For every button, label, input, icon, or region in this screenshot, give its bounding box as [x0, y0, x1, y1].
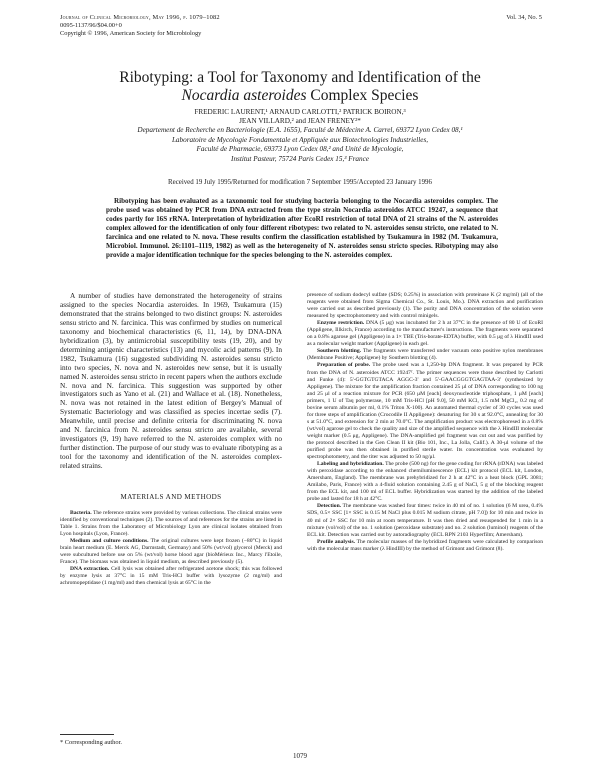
- section-heading: MATERIALS AND METHODS: [120, 493, 222, 502]
- paragraph-text: DNA (5 μg) was incubated for 2 h at 37°C in the presence of 80 U of EcoRI (Appligene, Illkirch, France) according to the manufacturer's instructions. The fragments were separated on a 0.8% agarose gel (Appligene) in a 1× TBE (Tris-borate-EDTA) buffer, with 0.5 μg of λ HindIII used as a molecular weight marker (Appligene) in each gel.: [307, 320, 543, 348]
- affiliation-line: Departement de Recherche en Bacteriologie (E.A. 1655), Faculté de Médecine A. Carrel, 69372 Lyon Cedex 08,¹: [137, 126, 463, 134]
- methods-paragraph: [307, 503, 543, 538]
- methods-paragraph: [307, 461, 543, 503]
- affiliation-line: Faculté de Pharmacie, 69373 Lyon Cedex 08,² and Unité de Mycologie,: [196, 145, 404, 154]
- left-column: [60, 292, 282, 588]
- issn-line: 0095-1137/96/$04.00+0: [60, 22, 122, 30]
- affiliations: [40, 126, 560, 164]
- methods-paragraph: [307, 348, 543, 362]
- page-number: 1079: [293, 752, 307, 760]
- paragraph-text: The fragments were transferred under vacuum onto positive nylon membranes (Membrane Positive; Appligene) by Southern blotting (4).: [307, 348, 543, 362]
- right-column: [307, 292, 543, 553]
- run-in-heading: Labeling and hybridization.: [317, 461, 384, 468]
- authors-line-1: FREDERIC LAURENT,¹ ARNAUD CARLOTTI,² PATRICK BOIRON,³: [194, 108, 406, 116]
- affiliation-line: Laboratoire de Mycologie Fondamentale et Appliquée aux Biotechnologies Industrielles,: [171, 135, 429, 144]
- paragraph-text: The probe (500 ng) for the gene coding for rRNA (rDNA) was labeled with peroxidase according to the enhanced chemiluminescence (ECL) kit protocol (ECL kit, London, Amersham, England). The membrane was prehybridized for 2 h at 42°C in a heat block (GPL 3081; Amilabo, Paris, France) with a 4-fluid solution containing 2.45 g of NaCl, 5 g of the blocking reagent from the ECL kit, and 100 ml of ECL buffer. Hybridization was started by the addition of the labeled probe and lasted for 18 h at 42°C.: [307, 461, 543, 503]
- methods-paragraph: [60, 538, 282, 566]
- methods-paragraph: [307, 320, 543, 348]
- title-line-2-rest: Complex Species: [306, 87, 419, 104]
- article-title: [40, 69, 560, 105]
- paragraph-text: The membrane was washed four times: twice in 40 ml of no. 1 solution (6 M urea, 0.4% SDS, 0.5× SSC [1× SSC is 0.15 M NaCl plus 0.015 M sodium citrate, pH 7.0]) for 10 min and twice in 40 ml of 2× SSC for 10 min at room temperature. It was then dried and resuspended for 1 min in a mixture (vol/vol) of the no. 1 solution (peroxidase substrate) and no. 2 solution (luminol) reagents of the ECL kit. Detection was carried out by autoradiography (ECL RPN 2103 Hyperfilm; Amersham).: [307, 503, 543, 538]
- run-in-heading: Bacteria.: [70, 510, 92, 517]
- authors-line-2: JEAN VILLARD,² and JEAN FRENEY²*: [239, 117, 361, 125]
- paragraph-text: presence of sodium dodecyl sulfate (SDS; 0.25%) in association with proteinase K (2 mg/ml) (all of the reagents were obtained from Sigma Chemical Co., St. Louis, Mo.). DNA extraction and purification were carried out as described previously (1). The purity and DNA concentration of the solution were measured by spectrophotometry and with control minigels.: [307, 292, 543, 320]
- methods-paragraph: [60, 566, 282, 587]
- paragraph-text: Cell lysis was obtained after refrigerated acetone shock; this was followed by enzyme lysis at 37°C in 15 mM Tris-HCl buffer with lysozyme (2 mg/ml) and achromopeptidase (1 mg/ml) and then chemical lysis at 65°C in the: [60, 566, 282, 587]
- author-list: [40, 108, 560, 126]
- affiliation-line: Institut Pasteur, 75724 Paris Cedex 15,³ France: [231, 154, 369, 163]
- paragraph-text: The probe used was a 1,250-bp DNA fragment. It was prepared by PCR from the DNA of N. asteroides ATCC 19247ᵀ. The primer sequences were those described by Carlotti and Funke (4): 5'-GGTGTGTACA AGGC-3' and 5'-GAACGGGTGAGTAA-3' (synthesized by Appligene). The mixture for the amplification fraction contained 25 μl of DNA corresponding to 100 ng and 25 μl of a reaction mixture for PCR (650 μM [each] deoxynucleotide triphosphate, 1 μM [each] primers, 1 U of Taq polymerase, 10 mM Tris-HCl [pH 9.0], 50 mM KCl, 1.5 mM MgCl₂, 0.2 mg of bovine serum albumin per ml, 0.1% Triton X-100). An automated thermal cycler of 30 cycles was used for three steps of amplification (Crocodile II Appligene): denaturing for 30 s at 92.0°C, annealing for 30 s at 51.0°C, and extension for 2 min at 70.0°C. The amplification product was electrophoresed in a 0.8% (wt/vol) agarose gel to check the quality and size of the amplified sequence with the λ HindIII molecular weight marker (0.5 μg, Appligene). The DNA-amplified gel fragment was cut out and was purified by the protocol described in the Gen Clean II kit (Bio 101, Inc., La Jolla, Calif.). A 30-μl volume of the purified probe was then obtained in purified sterile water. Its concentration was evaluated by spectrophotometry, and the titer was adjusted to 50 ng/μl.: [307, 362, 543, 461]
- footnote: [60, 734, 282, 746]
- abstract: Ribotyping has been evaluated as a taxonomic tool for studying bacteria belonging to the Nocardia asteroides complex. The probe used was obtained by PCR from DNA extracted from the type strain Nocardia asteroides ATCC 19247, a sequence that codes partly for 16S rRNA. Interpretation of hybridization after EcoRI restriction of total DNA of 21 strains of the N. asteroides complex allowed for the identification of only four different ribotypes: two related to N. asteroides sensu stricto, one related to N. farcinica and one related to N. nova. These results confirm the classification established by Tsukamura in 1982 (M. Tsukamura, Microbiol. Immunol. 26:1101–1119, 1982) as well as the heterogeneity of N. asteroides sensu stricto species. Ribotyping may also provide a major identification technique for the species belonging to the N. asteroides complex.: [106, 197, 498, 259]
- volume-issue: Vol. 34, No. 5: [506, 14, 542, 21]
- methods-paragraph: [307, 292, 543, 320]
- title-species: Nocardia asteroides: [181, 87, 307, 104]
- run-in-heading: Preparation of probe.: [317, 362, 371, 369]
- run-in-heading: Enzyme restriction.: [317, 320, 365, 327]
- paragraph-text: The reference strains were provided by various collections. The clinical strains were identified by conventional techniques (2). The sources of and references for the strains are listed in Table 1. Strains from the Laboratory of Microbiology Lyon are clinical isolates obtained from Lyon hospitals (Lyon, France).: [60, 510, 282, 538]
- footnote-rule: [60, 734, 114, 735]
- running-header: [60, 14, 542, 39]
- corresponding-author-note: * Corresponding author.: [60, 739, 122, 746]
- run-in-heading: Detection.: [317, 503, 342, 510]
- journal-citation: Journal of Clinical Microbiology, May 1996, p. 1079–1082: [60, 14, 220, 21]
- run-in-heading: Medium and culture conditions.: [70, 538, 149, 545]
- received-dates: Received 19 July 1995/Returned for modification 7 September 1995/Accepted 23 January 1996: [168, 179, 432, 186]
- intro-paragraph: A number of studies have demonstrated the heterogeneity of strains assigned to the species Nocardia asteroides. In 1969, Tsukamura (15) demonstrated that the strains belonged to two distinct groups: N. asteroides sensu stricto and N. farcinica. This was confirmed by studies on numerical taxonomy and biochemical characteristics (6, 11, 14), by DNA-DNA hybridization (3), by antimicrobial susceptibility tests (19, 20), and by determining antigenic characteristics (13) and mycolic acid patterns (9). In 1982, Tsukamura (16) suggested subdividing N. asteroides sensu stricto into two species, N. nova and N. asteroides new sense, but it is usually named N. asteroides sensu stricto in recent papers when the authors exclude N. nova and N. farcinica. This suggestion was supported by other investigators such as Yano et al. (21) and Wallace et al. (18). Nonetheless, N. nova was not retained in the latest edition of Bergey's Manual of Systematic Bacteriology and was classified as species incertae sedis (7). Meanwhile, until precise and definite criteria for discriminating N. nova and N. farcinica from N. asteroides sensu stricto are available, several investigators (9, 19) have referred to the N. asteroides complex with no further distinction. The purpose of our study was to evaluate ribotyping as a tool for the taxonomy and identification of the N. asteroides complex-related strains.: [60, 291, 282, 471]
- title-line-2: [40, 87, 560, 105]
- run-in-heading: Profile analysis.: [317, 538, 356, 545]
- methods-paragraph: [307, 362, 543, 461]
- run-in-heading: Southern blotting.: [317, 348, 362, 355]
- methods-paragraph: [307, 539, 543, 553]
- copyright-line: Copyright © 1996, American Society for Microbiology: [60, 30, 202, 38]
- methods-paragraph: [60, 510, 282, 538]
- paragraph-text: The original cultures were kept frozen (−80°C) in liquid brain heart medium (E. Merck AG, Darmstadt, Germany) and 50% (wt/vol) glycerol (Merck) and were subcultured before use on 5% (wt/vol) horse blood agar (bioMérieux Inc., Marcy l'Etoile, France). The biomass was obtained in liquid medium, as described previously (5).: [60, 538, 283, 566]
- title-line-1: Ribotyping: a Tool for Taxonomy and Identification of the: [119, 69, 481, 86]
- run-in-heading: DNA extraction.: [70, 566, 110, 573]
- methods-left: [60, 510, 282, 588]
- paragraph-text: The molecular masses of the hybridized fragments were calculated by comparison with the molecular mass marker (λ HindIII) by the method of Grimont and Grimont (8).: [307, 538, 543, 552]
